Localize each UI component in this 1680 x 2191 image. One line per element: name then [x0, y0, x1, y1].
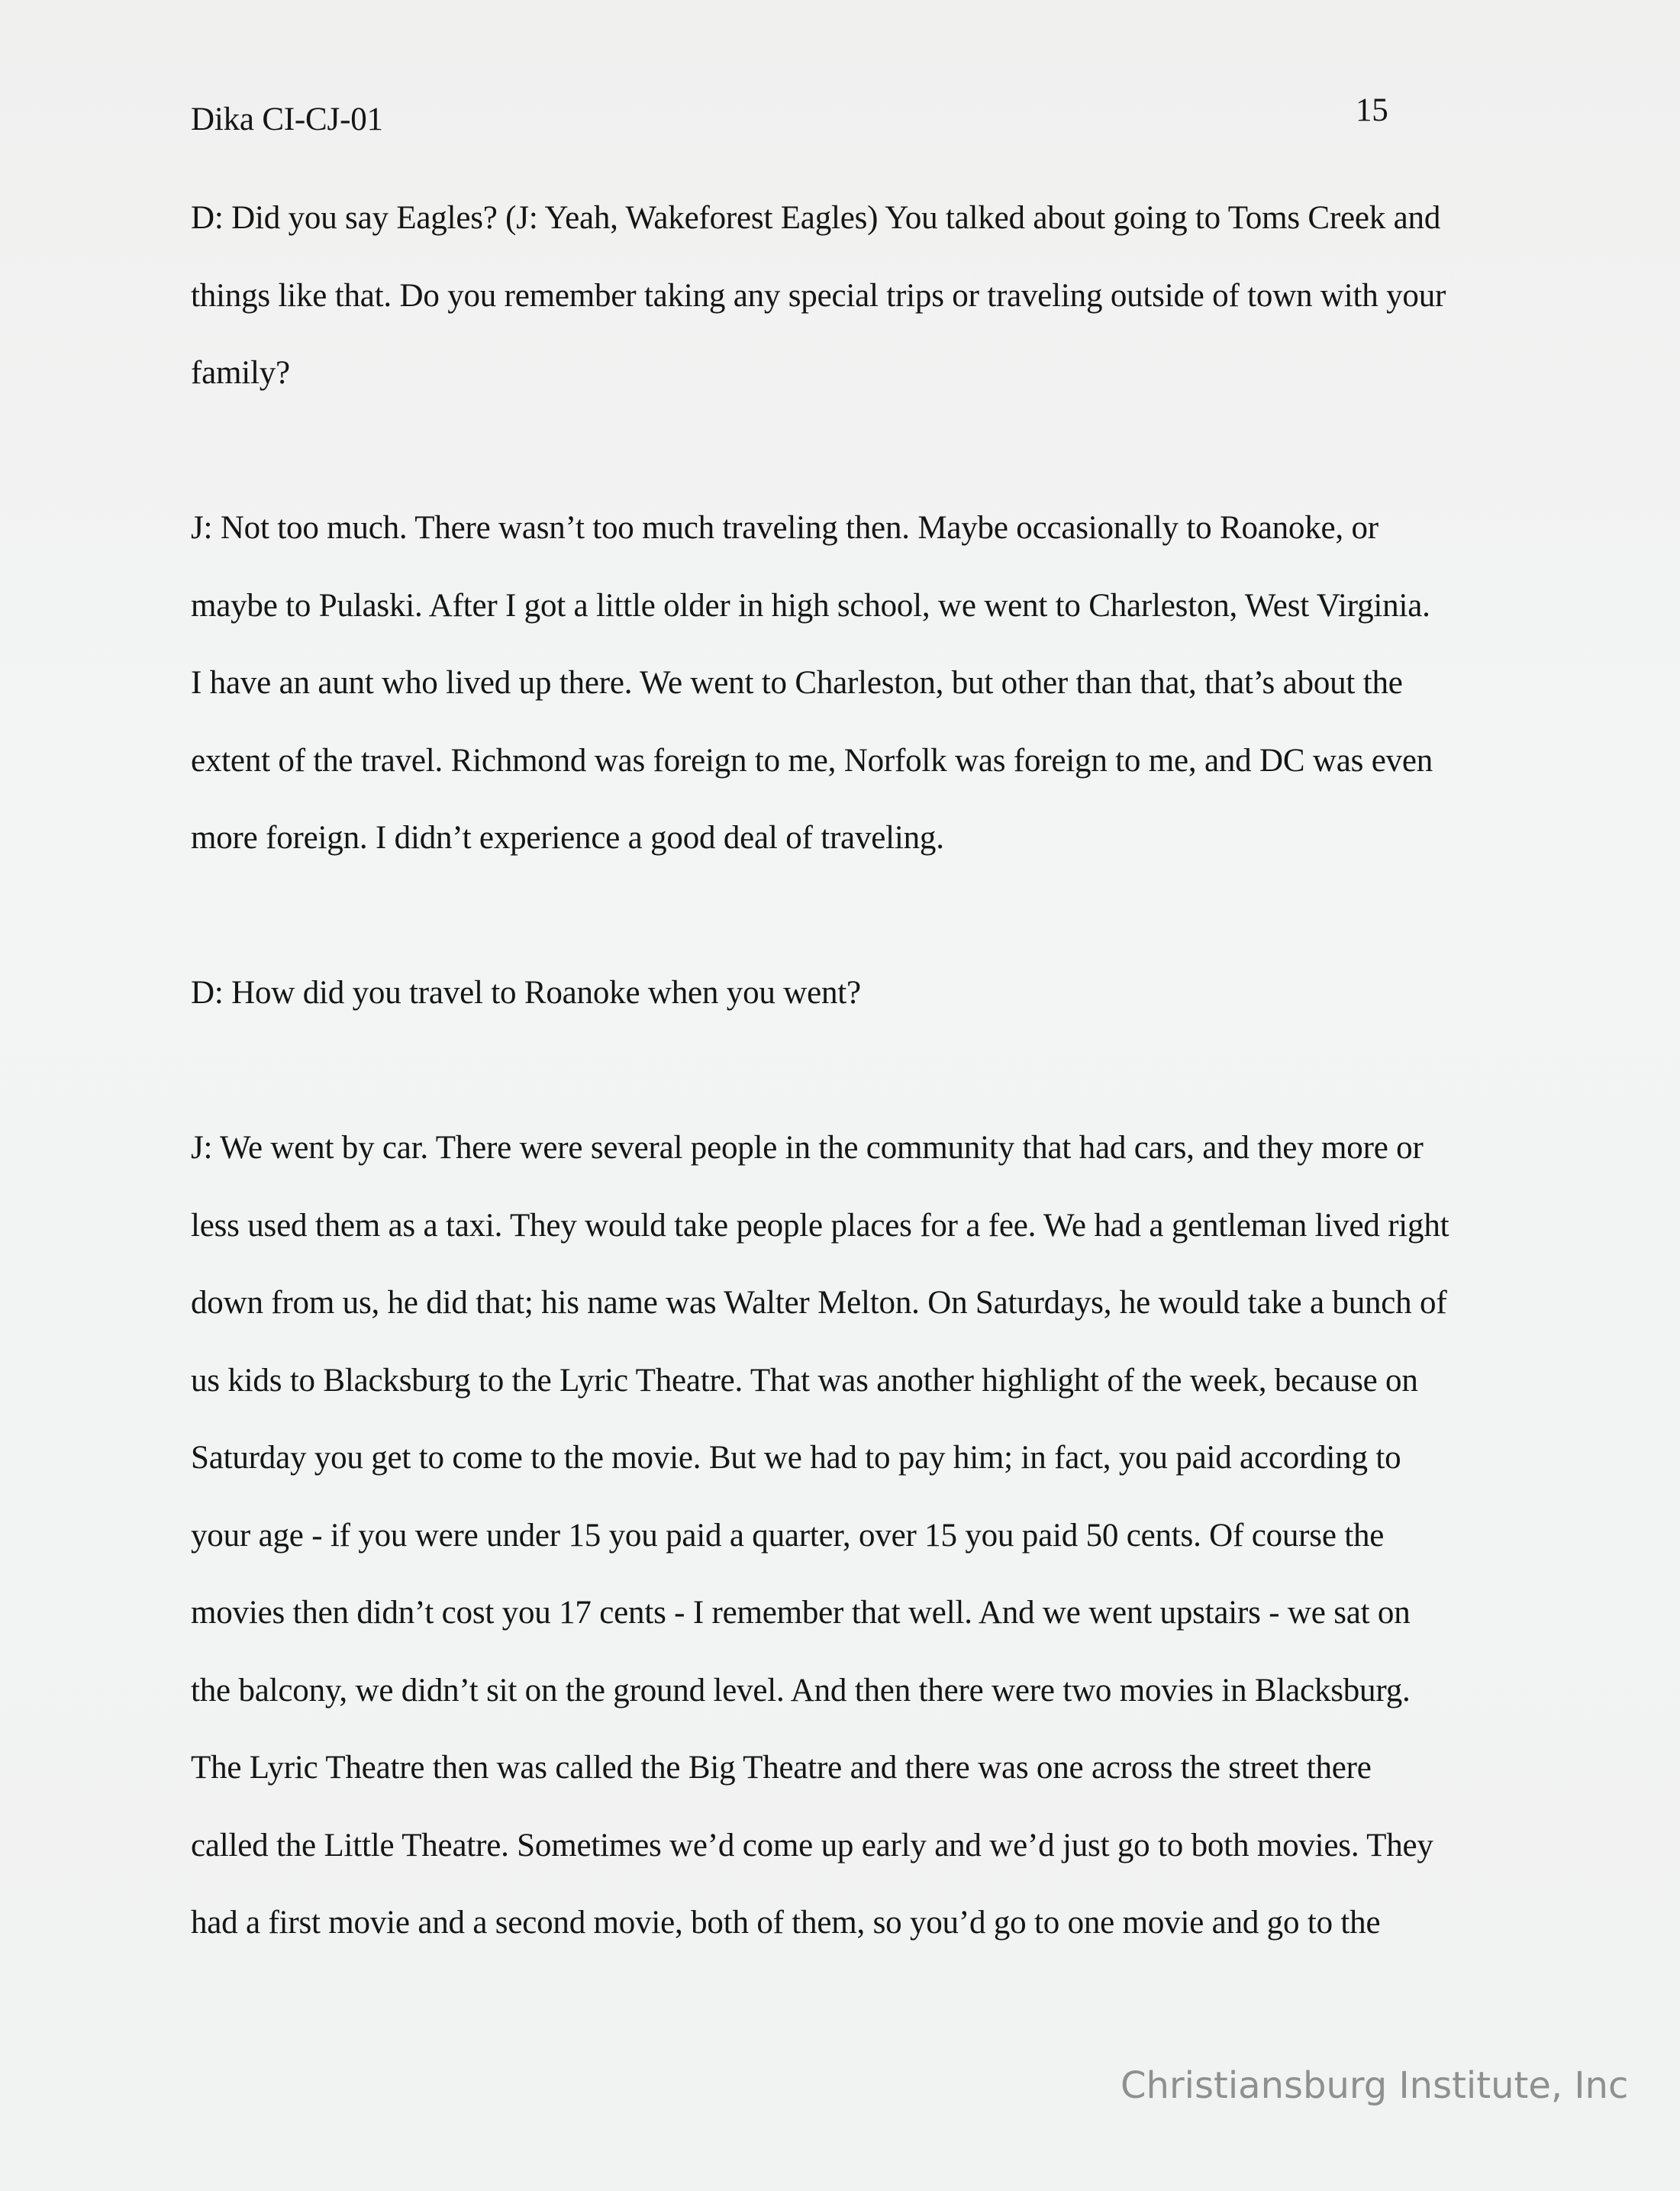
- paragraph-spacer: [191, 893, 1549, 971]
- text-line: more foreign. I didn’t experience a good deal of traveling.: [191, 820, 944, 856]
- text-line: I have an aunt who lived up there. We went to Charleston, but other than that, that’s about the: [191, 665, 1403, 701]
- text-line: Saturday you get to come to the movie. But we had to pay him; in fact, you paid according to: [191, 1440, 1401, 1476]
- watermark: Christiansburg Institute, Inc: [1121, 2064, 1629, 2107]
- document-id: Dika CI-CJ-01: [191, 102, 383, 137]
- paragraph-spacer: [191, 428, 1549, 506]
- text-line: less used them as a taxi. They would take people places for a fee. We had a gentleman lived right: [191, 1207, 1449, 1244]
- text-line: movies then didn’t cost you 17 cents - I remember that well. And we went upstairs - we sat on: [191, 1595, 1411, 1631]
- text-line: called the Little Theatre. Sometimes we’d come up early and we’d just go to both movies. They: [191, 1827, 1433, 1863]
- text-line: J: We went by car. There were several people in the community that had cars, and they more or: [191, 1130, 1424, 1166]
- paragraph-question-roanoke: [191, 970, 1549, 1048]
- text-line: D: Did you say Eagles? (J: Yeah, Wakeforest Eagles) You talked about going to Toms Creek and: [191, 200, 1441, 236]
- text-line: D: How did you travel to Roanoke when you went?: [191, 975, 861, 1011]
- paragraph-spacer: [191, 1048, 1549, 1126]
- text-line: J: Not too much. There wasn’t too much traveling then. Maybe occasionally to Roanoke, or: [191, 510, 1379, 546]
- text-line: the balcony, we didn’t sit on the ground level. And then there were two movies in Blacksburg.: [191, 1672, 1411, 1709]
- paragraph-answer-car: [191, 1125, 1549, 1978]
- paragraph-question-travel: [191, 195, 1549, 428]
- text-line: maybe to Pulaski. After I got a little older in high school, we went to Charleston, West Virginia.: [191, 587, 1430, 624]
- text-line: your age - if you were under 15 you paid a quarter, over 15 you paid 50 cents. Of course the: [191, 1517, 1385, 1554]
- text-line: The Lyric Theatre then was called the Big Theatre and there was one across the street there: [191, 1750, 1372, 1786]
- text-line: extent of the travel. Richmond was foreign to me, Norfolk was foreign to me, and DC was even: [191, 742, 1433, 779]
- transcript-body: [191, 195, 1549, 1978]
- text-line: had a first movie and a second movie, both of them, so you’d go to one movie and go to the: [191, 1905, 1381, 1941]
- text-line: things like that. Do you remember taking any special trips or traveling outside of town with your: [191, 277, 1446, 314]
- text-line: down from us, he did that; his name was Walter Melton. On Saturdays, he would take a bunch of: [191, 1285, 1447, 1321]
- paragraph-answer-travel: [191, 505, 1549, 893]
- text-line: us kids to Blacksburg to the Lyric Theatre. That was another highlight of the week, because on: [191, 1362, 1418, 1399]
- text-line: family?: [191, 355, 290, 391]
- page-number: 15: [1356, 92, 1388, 128]
